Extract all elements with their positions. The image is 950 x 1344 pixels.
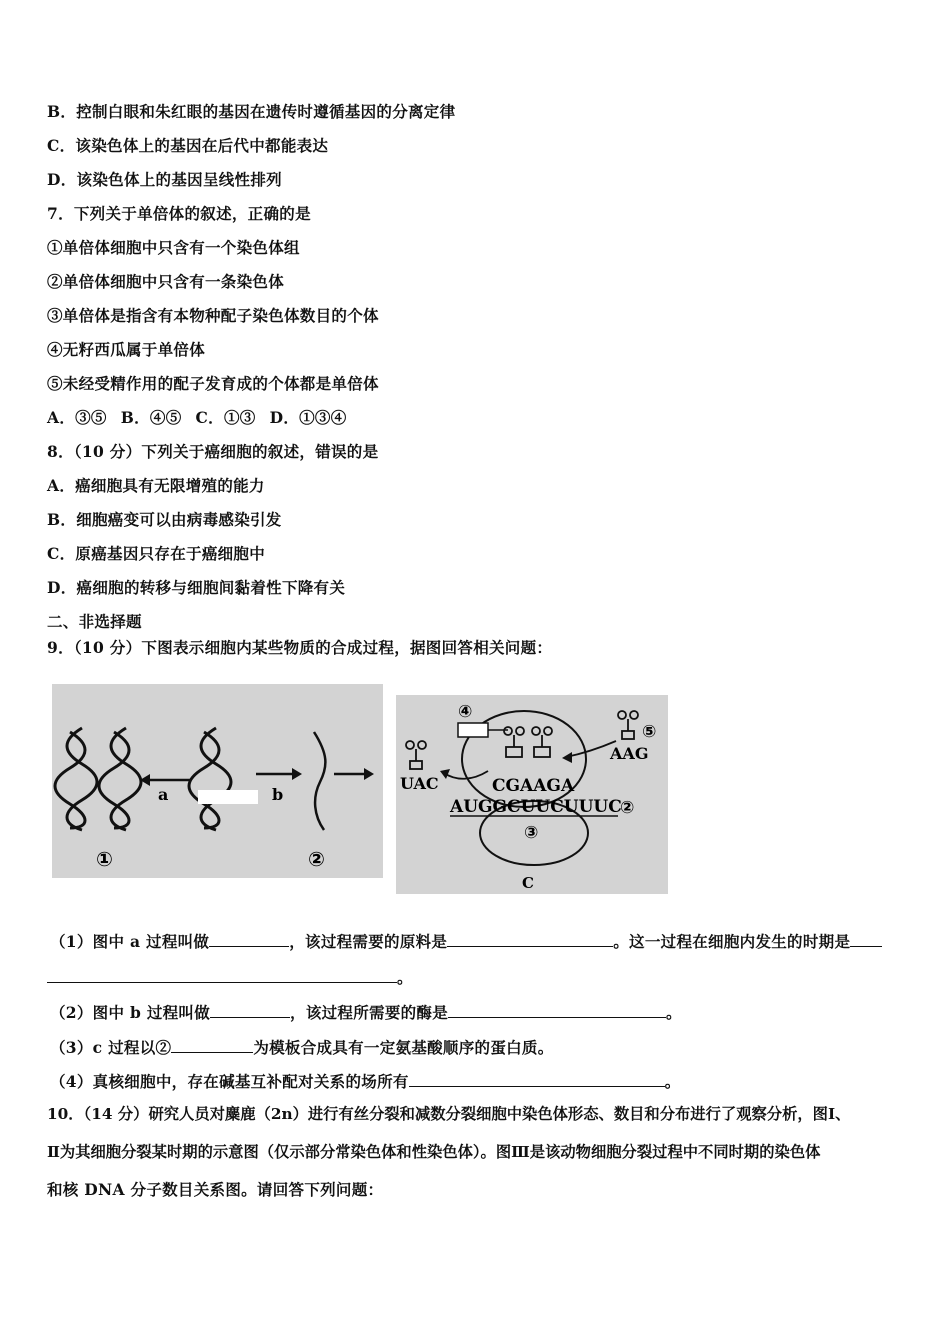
q9-part1-line1 <box>50 930 882 952</box>
q9-part1-period: 。 <box>397 968 413 987</box>
q7-item-1: ①单倍体细胞中只含有一个染色体组 <box>47 238 300 257</box>
label-a: a <box>158 785 169 804</box>
q6-option-b: B．控制白眼和朱红眼的基因在遗传时遵循基因的分离定律 <box>47 102 456 121</box>
q8-option-a: A．癌细胞具有无限增殖的能力 <box>47 476 265 495</box>
q9-part4-prefix: （4）真核细胞中，存在碱基互补配对关系的场所有 <box>50 1072 409 1091</box>
q7-options <box>47 408 361 428</box>
q8-option-b: B．细胞癌变可以由病毒感染引发 <box>47 510 282 529</box>
q7-option-d: D．①③④ <box>269 408 347 427</box>
q6-option-d: D．该染色体上的基因呈线性排列 <box>47 170 282 189</box>
q9-stem: 9．（10 分）下图表示细胞内某些物质的合成过程，据图回答相关问题： <box>47 638 553 657</box>
label-5: ⑤ <box>642 722 657 742</box>
q10-line3: 和核 DNA 分子数目关系图。请回答下列问题： <box>47 1180 384 1199</box>
q8-option-d: D．癌细胞的转移与细胞间黏着性下降有关 <box>47 578 346 597</box>
label-4: ④ <box>458 702 473 722</box>
trna-aag: AAG <box>610 744 649 763</box>
q7-item-3: ③单倍体是指含有本物种配子染色体数目的个体 <box>47 306 379 325</box>
q7-option-c: C．①③ <box>195 408 256 427</box>
q7-item-4: ④无籽西瓜属于单倍体 <box>47 340 206 359</box>
label-2: ② <box>620 798 635 818</box>
answer-blank[interactable] <box>447 930 613 947</box>
anticodon-sequence: CGAAGA <box>492 776 575 796</box>
q8-option-c: C．原癌基因只存在于癌细胞中 <box>47 544 266 563</box>
label-c: C <box>522 874 534 892</box>
q7-option-b: B．④⑤ <box>120 408 182 427</box>
q9-part1-mid: ，该过程需要的原料是 <box>289 932 448 951</box>
q9-part2 <box>50 1001 682 1023</box>
q9-part1-end: 。这一过程在细胞内发生的时期是 <box>613 932 851 951</box>
q10-line1: 10．（14 分）研究人员对麋鹿（2n）进行有丝分裂和减数分裂细胞中染色体形态、数目和分布进行了观察分析，图Ⅰ、 <box>47 1105 851 1123</box>
q9-part1-line2 <box>47 966 413 988</box>
q7-option-a: A．③⑤ <box>47 408 107 427</box>
q9-part2-prefix: （2）图中 b 过程叫做 <box>50 1003 211 1022</box>
polypeptide-box <box>458 723 488 737</box>
q9-part3-end: 为模板合成具有一定氨基酸顺序的蛋白质。 <box>253 1038 554 1057</box>
q9-part1-prefix: （1）图中 a 过程叫做 <box>50 932 210 951</box>
mrna-sequence: AUGGCUUCUUUC <box>450 797 622 817</box>
q9-part3 <box>50 1036 554 1058</box>
q6-option-c: C．该染色体上的基因在后代中都能表达 <box>47 136 329 155</box>
answer-blank[interactable] <box>171 1036 253 1053</box>
q8-stem: 8．（10 分）下列关于癌细胞的叙述，错误的是 <box>47 442 379 461</box>
label-3: ③ <box>524 823 539 843</box>
q9-part2-end: 。 <box>666 1003 682 1022</box>
trna-uac: UAC <box>400 774 439 793</box>
answer-blank[interactable] <box>210 1001 290 1018</box>
q7-item-5: ⑤未经受精作用的配子发育成的个体都是单倍体 <box>47 374 379 393</box>
answer-blank[interactable] <box>448 1001 666 1018</box>
label-b: b <box>272 785 284 804</box>
q9-part3-prefix: （3）c 过程以② <box>50 1038 172 1057</box>
answer-blank[interactable] <box>209 930 289 947</box>
q9-part2-mid: ，该过程所需要的酶是 <box>290 1003 449 1022</box>
answer-blank[interactable] <box>47 966 397 983</box>
section-heading: 二、非选择题 <box>47 612 142 631</box>
answer-blank[interactable] <box>409 1070 665 1087</box>
q7-item-2: ②单倍体细胞中只含有一条染色体 <box>47 272 285 291</box>
label-1: ① <box>96 847 113 871</box>
q9-part4 <box>50 1070 681 1092</box>
answer-blank[interactable] <box>850 930 882 947</box>
replication-transcription-figure <box>52 684 383 878</box>
q10-line2: Ⅱ为其细胞分裂某时期的示意图（仅示部分常染色体和性染色体）。图Ⅲ是该动物细胞分裂过程中不同时期的染色体 <box>47 1143 821 1161</box>
label-2: ② <box>308 847 325 871</box>
translation-figure <box>396 695 668 894</box>
q9-part4-end: 。 <box>664 1072 681 1091</box>
q7-stem: 7．下列关于单倍体的叙述，正确的是 <box>47 204 311 223</box>
